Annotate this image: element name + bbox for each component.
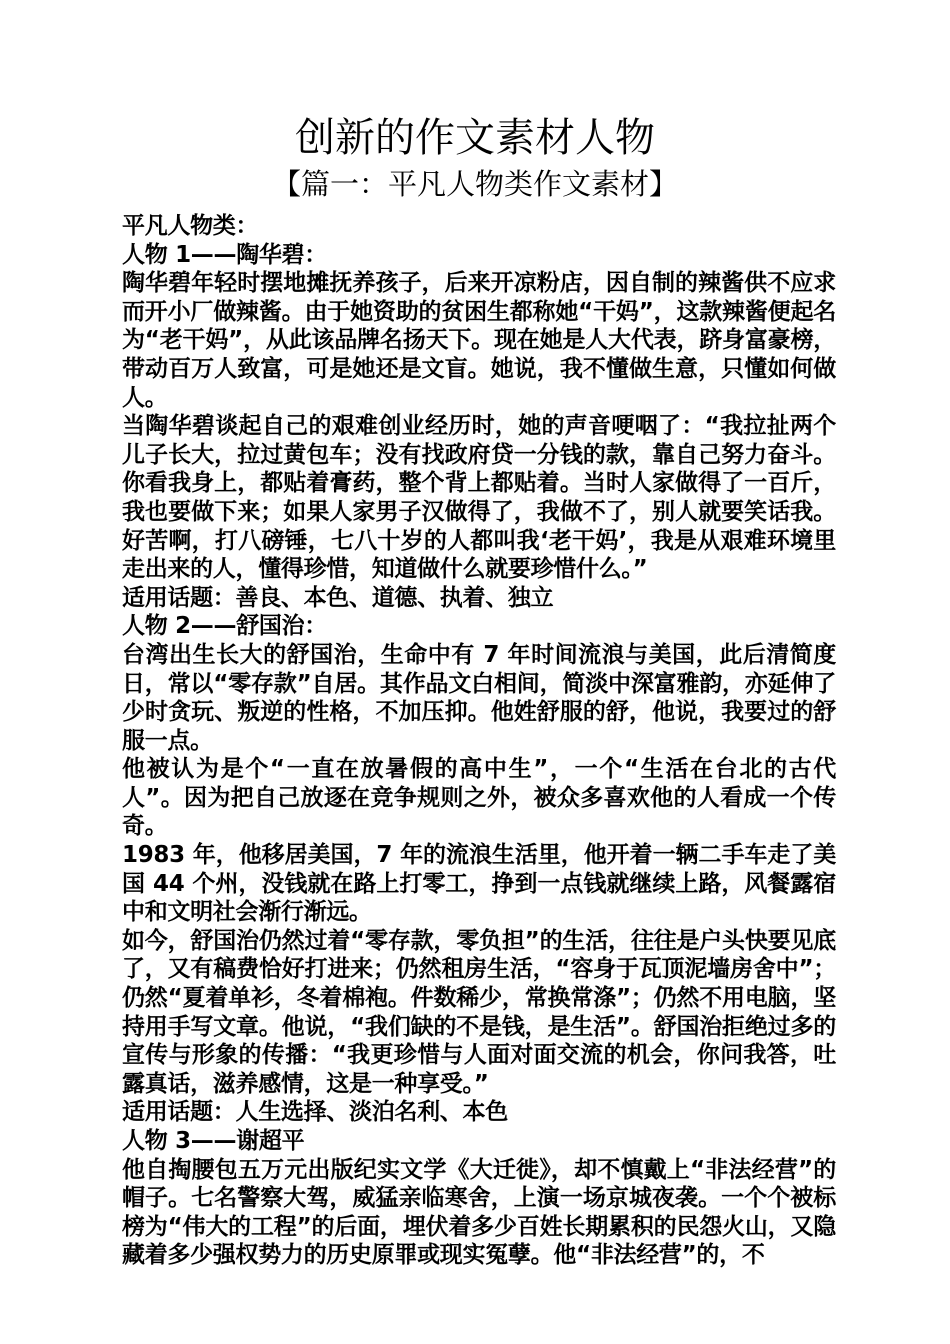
document-body [116,212,836,1270]
topics-line: 适用话题：善良、本色、道德、执着、独立 [122,584,554,611]
body-paragraph: 台湾出生长大的舒国治，生命中有 7 年时间流浪与美国，此后清简度日，常以“零存款”自居。其作品文白相间，简淡中深富雅韵，亦延伸了少时贪玩、叛逆的性格，不加压抑。他姓舒服的舒，他说，我要过的舒服一点。 [122,641,836,754]
topics-line: 适用话题：人生选择、淡泊名利、本色 [122,1099,508,1126]
document-title: 创新的作文素材人物 [295,115,655,161]
body-paragraph: 他被认为是个“一直在放暑假的高中生”，一个“生活在台北的古代人”。因为把自己放逐在竞争规则之外，被众多喜欢他的人看成一个传奇。 [122,756,836,840]
body-paragraph: 1983 年，他移居美国，7 年的流浪生活里，他开着一辆二手车走了美国 44 个州，没钱就在路上打零工，挣到一点钱就继续上路，风餐露宿中和文明社会渐行渐远。 [122,842,836,926]
body-paragraph: 如今，舒国治仍然过着“零存款，零负担”的生活，往往是户头快要见底了，又有稿费恰好打进来；仍然租房生活，“容身于瓦顶泥墙房舍中”；仍然“夏着单衫，冬着棉袍。件数稀少，常换常涤”；仍然不用电脑，坚持用手写文章。他说，“我们缺的不是钱，是生活”。舒国治拒绝过多的宣传与形象的传播：“我更珍惜与人面对面交流的机会，你问我答，吐露真话，滋养感情，这是一种享受。” [122,927,836,1097]
body-paragraph: 他自掏腰包五万元出版纪实文学《大迁徙》，却不慎戴上“非法经营”的帽子。七名警察大驾，威猛亲临寒舍，上演一场京城夜袭。一个个被标榜为“伟大的工程”的后面，埋伏着多少百姓长期累积的民怨火山，又隐藏着多少强权势力的历史原罪或现实冤孽。他“非法经营”的，不 [122,1156,836,1269]
body-paragraph: 陶华碧年轻时摆地摊抚养孩子，后来开凉粉店，因自制的辣酱供不应求而开小厂做辣酱。由于她资助的贫困生都称她“干妈”，这款辣酱便起名为“老干妈”，从此该品牌名扬天下。现在她是人大代表，跻身富豪榜，带动百万人致富，可是她还是文盲。她说，我不懂做生意，只懂如何做人。 [122,270,836,411]
person-heading: 人物 3——谢超平 [122,1128,305,1154]
document-subtitle: 【篇一：平凡人物类作文素材】 [271,167,678,201]
body-paragraph: 当陶华碧谈起自己的艰难创业经历时，她的声音哽咽了：“我拉扯两个儿子长大，拉过黄包车；没有找政府贷一分钱的款，靠自己努力奋斗。你看我身上，都贴着膏药，整个背上都贴着。当时人家做得了一百斤，我也要做下来；如果人家男子汉做得了，我做不了，别人就要笑话我。好苦啊，打八磅锤，七八十岁的人都叫我‘老干妈’，我是从艰难环境里走出来的人，懂得珍惜，知道做什么就要珍惜什么。” [122,413,836,583]
person-heading: 人物 2——舒国治： [122,613,328,640]
section-heading: 平凡人物类： [122,213,259,239]
person-heading: 人物 1——陶华碧： [122,241,328,268]
